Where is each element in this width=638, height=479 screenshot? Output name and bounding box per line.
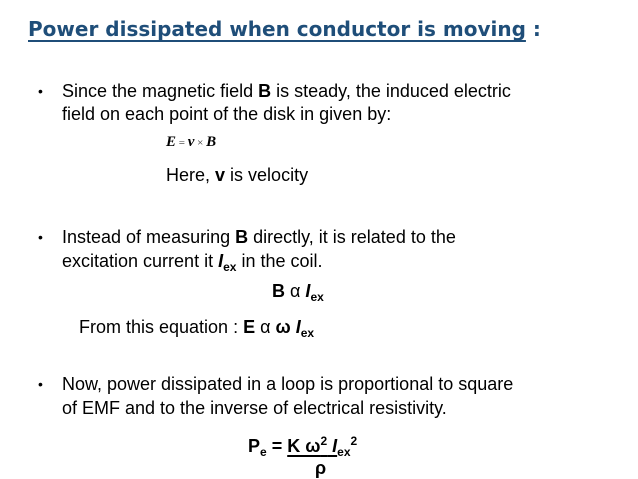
symbol-K-omega: K ω bbox=[287, 436, 321, 456]
symbol-E: E bbox=[243, 317, 256, 337]
symbol-B: B bbox=[258, 81, 272, 101]
text-run: in the coil. bbox=[236, 251, 323, 271]
symbol-I: I bbox=[295, 317, 301, 337]
superscript-2: 2 bbox=[320, 434, 328, 448]
symbol-I: I bbox=[327, 436, 338, 456]
slide-title bbox=[28, 10, 618, 48]
equals-sign: = bbox=[176, 137, 188, 149]
text-run: Instead of measuring bbox=[62, 227, 236, 247]
relation-B-alpha-Iex bbox=[272, 280, 324, 308]
power-formula-numerator bbox=[248, 430, 357, 463]
formula-fraction-top bbox=[287, 434, 351, 459]
symbol-B: B bbox=[272, 281, 285, 301]
bullet-1: • bbox=[38, 83, 43, 99]
relation-E-alpha-omega-Iex bbox=[79, 316, 314, 344]
subscript-ex: ex bbox=[300, 326, 315, 340]
symbol-I: I bbox=[305, 281, 311, 301]
symbol-omega: ω bbox=[275, 317, 296, 337]
velocity-note bbox=[166, 164, 308, 186]
subscript-ex: ex bbox=[223, 260, 237, 274]
bullet-3: • bbox=[38, 376, 43, 392]
alpha-sign: α bbox=[285, 281, 306, 301]
symbol-v: v bbox=[187, 134, 195, 150]
section1-line2: field on each point of the disk in given by: bbox=[62, 104, 392, 124]
formula-denominator-rho: ρ bbox=[315, 458, 327, 478]
slide-title-colon: : bbox=[532, 17, 541, 41]
alpha-sign: α bbox=[255, 317, 276, 337]
superscript-2: 2 bbox=[350, 434, 358, 448]
section3-line1: Now, power dissipated in a loop is proportional to square bbox=[62, 374, 514, 394]
symbol-B: B bbox=[235, 227, 249, 247]
text-run: From this equation : bbox=[79, 317, 244, 337]
section2-line1 bbox=[62, 226, 456, 248]
text-run: directly, it is related to the bbox=[248, 227, 456, 247]
text-run: Since the magnetic field bbox=[62, 81, 259, 101]
section2-line2 bbox=[62, 250, 323, 278]
symbol-P: P bbox=[248, 436, 261, 456]
equation-E-v-B bbox=[166, 133, 216, 152]
subscript-ex: ex bbox=[310, 290, 324, 304]
equals-sign: = bbox=[266, 436, 288, 456]
slide-title-text: Power dissipated when conductor is moving bbox=[28, 17, 526, 41]
subscript-ex: ex bbox=[337, 445, 351, 459]
symbol-v: v bbox=[215, 165, 226, 185]
symbol-I: I bbox=[218, 251, 224, 271]
bullet-2: • bbox=[38, 229, 43, 245]
text-run: excitation current it bbox=[62, 251, 219, 271]
text-run: Here, bbox=[166, 165, 216, 185]
section3-line2: of EMF and to the inverse of electrical resistivity. bbox=[62, 398, 447, 418]
text-run: is steady, the induced electric bbox=[271, 81, 511, 101]
subscript-e: e bbox=[260, 445, 267, 459]
symbol-B: B bbox=[206, 134, 217, 150]
text-run: is velocity bbox=[225, 165, 309, 185]
section1-line1 bbox=[62, 80, 511, 102]
symbol-E: E bbox=[166, 134, 177, 150]
cross-sign: × bbox=[194, 137, 207, 149]
